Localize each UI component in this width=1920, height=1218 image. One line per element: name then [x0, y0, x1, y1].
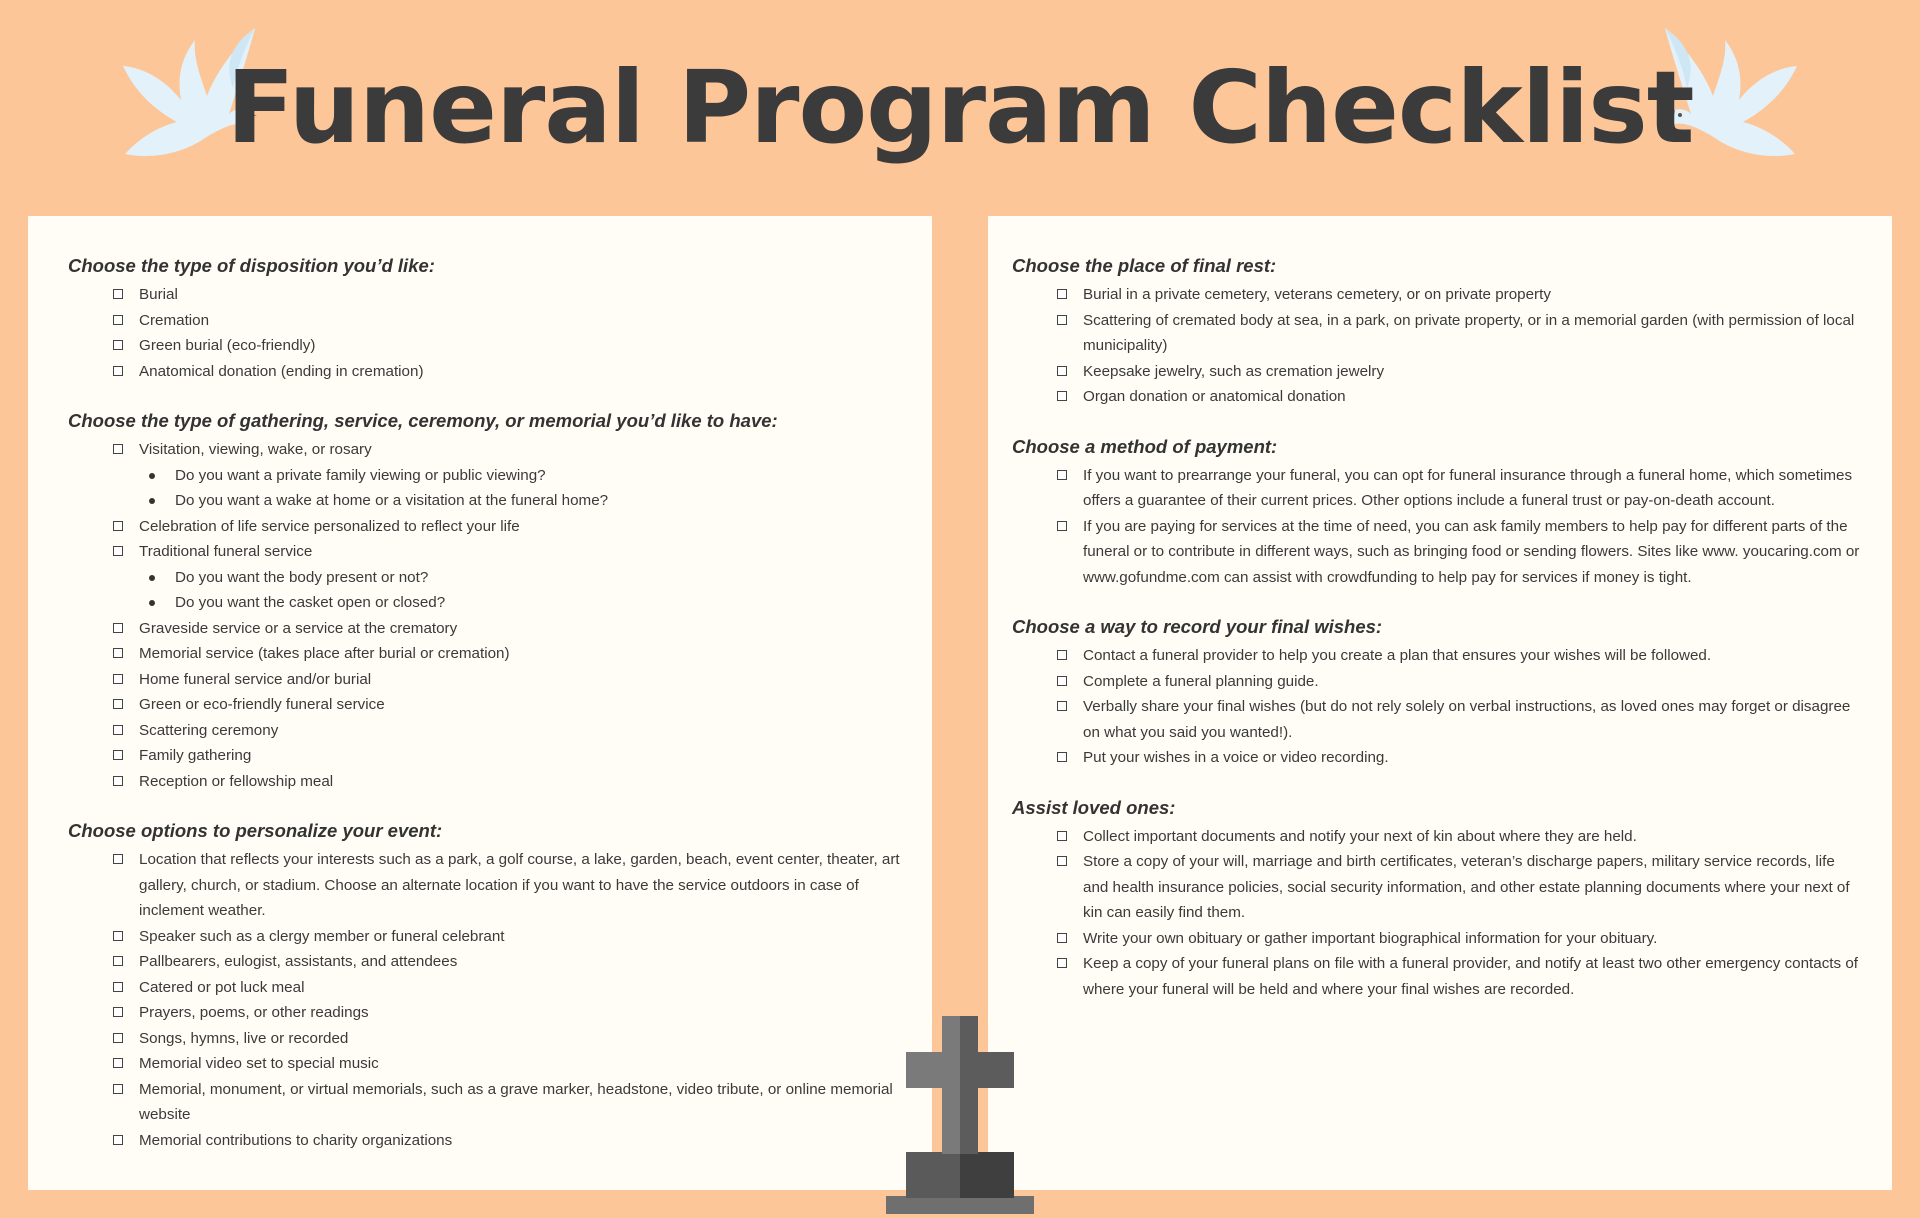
left-checklist-panel — [28, 216, 932, 1190]
checklist-item — [68, 1000, 912, 1026]
checkbox-empty-icon[interactable] — [113, 1007, 123, 1017]
checklist-item-label: Organ donation or anatomical donation — [1083, 388, 1346, 405]
bullet-dot-icon — [149, 498, 155, 504]
checklist — [1012, 643, 1862, 771]
checkbox-empty-icon[interactable] — [113, 648, 123, 658]
section-heading: Choose a way to record your final wishes: — [1012, 616, 1383, 637]
checkbox-empty-icon[interactable] — [113, 289, 123, 299]
section-heading: Choose the place of final rest: — [1012, 255, 1277, 276]
cross-gravestone-icon — [886, 1016, 1034, 1214]
checklist — [68, 282, 912, 384]
checklist-item-label: Keepsake jewelry, such as cremation jewelry — [1083, 362, 1385, 380]
section-heading: Choose the type of disposition you’d like: — [68, 255, 435, 276]
checklist-item — [68, 359, 912, 385]
checklist-item — [68, 308, 912, 334]
checklist-item — [68, 667, 912, 693]
checkbox-empty-icon[interactable] — [113, 1033, 123, 1043]
checklist-item-label: Songs, hymns, live or recorded — [139, 1029, 349, 1047]
sub-question-label: Do you want a private family viewing or public viewing? — [175, 466, 546, 484]
checklist-item-label: Collect important documents and notify your next of kin about where they are held. — [1083, 827, 1637, 845]
checkbox-empty-icon[interactable] — [113, 315, 123, 325]
checklist-item — [1012, 951, 1862, 1002]
checklist-item-label: Cremation — [139, 311, 210, 329]
checklist-item-label: Complete a funeral planning guide. — [1083, 672, 1319, 690]
page-title: Funeral Program Checklist — [226, 49, 1694, 166]
checklist-item-label: Burial in a private cemetery, veterans cemetery, or on private property — [1083, 286, 1551, 303]
checkbox-empty-icon[interactable] — [1057, 701, 1067, 711]
checklist-item — [1012, 643, 1862, 669]
checklist-item — [68, 539, 912, 565]
checklist — [1012, 463, 1862, 591]
right-checklist-panel — [988, 216, 1892, 1190]
checkbox-empty-icon[interactable] — [113, 1135, 123, 1145]
section-choose-the-type-of-disposition-you-d-lik — [68, 252, 912, 384]
checklist-item — [68, 641, 912, 667]
sub-question-label: Do you want a wake at home or a visitation at the funeral home? — [175, 492, 609, 509]
section-choose-options-to-personalize-your-event — [68, 817, 912, 1153]
checklist-item-label: Memorial service (takes place after burial or cremation) — [139, 645, 510, 662]
checklist-item — [68, 718, 912, 744]
checklist-item-label: Green or eco-friendly funeral service — [139, 696, 385, 713]
checklist-item — [68, 333, 912, 359]
checklist-item — [68, 692, 912, 718]
checklist-item — [1012, 694, 1862, 745]
checklist — [68, 437, 912, 794]
checklist-item-label: Keep a copy of your funeral plans on file with a funeral provider, and notify at least two other emergency contacts of where your funeral will be held and where your final wishes are recorded. — [1083, 955, 1859, 998]
checkbox-empty-icon[interactable] — [1057, 391, 1067, 401]
checklist-item — [1012, 463, 1862, 514]
checklist-item — [68, 847, 912, 924]
checklist-item — [68, 1026, 912, 1052]
checklist-item — [68, 975, 912, 1001]
checklist-item-label: Verbally share your final wishes (but do not rely solely on verbal instructions, as loved ones may forget or disagree on what you said you wanted!). — [1083, 698, 1851, 741]
checklist-item-label: Anatomical donation (ending in cremation) — [139, 362, 424, 380]
checklist-item — [68, 616, 912, 642]
checklist-item — [68, 437, 912, 463]
checklist-item — [68, 743, 912, 769]
checklist-item — [68, 282, 912, 308]
checkbox-empty-icon[interactable] — [113, 623, 123, 633]
checklist — [1012, 282, 1862, 410]
section-heading: Choose a method of payment: — [1012, 435, 1278, 457]
checklist-item-label: Contact a funeral provider to help you create a plan that ensures your wishes will be followed. — [1083, 647, 1712, 664]
checklist-item — [68, 949, 912, 975]
checkbox-empty-icon[interactable] — [113, 366, 123, 376]
sub-question-label: Do you want the casket open or closed? — [175, 594, 446, 611]
checklist-item — [68, 514, 912, 540]
checkbox-empty-icon[interactable] — [113, 674, 123, 684]
checkbox-empty-icon[interactable] — [113, 931, 123, 941]
checkbox-empty-icon[interactable] — [113, 699, 123, 709]
checklist-item-label: Pallbearers, eulogist, assistants, and attendees — [139, 953, 458, 970]
checkbox-empty-icon[interactable] — [113, 444, 123, 454]
checkbox-empty-icon[interactable] — [1057, 958, 1067, 968]
checklist-item — [1012, 669, 1862, 695]
checkbox-empty-icon[interactable] — [1057, 521, 1067, 531]
checkbox-empty-icon[interactable] — [1057, 676, 1067, 686]
checklist — [68, 847, 912, 1153]
checklist-item-label: Scattering of cremated body at sea, in a park, on private property, or in a memorial garden (with permission of local municipality) — [1083, 311, 1855, 354]
checklist-item — [68, 924, 912, 950]
checkbox-empty-icon[interactable] — [113, 776, 123, 786]
bullet-dot-icon — [149, 600, 155, 606]
checkbox-empty-icon[interactable] — [1057, 856, 1067, 866]
checklist-item — [68, 1128, 912, 1154]
section-heading: Choose the type of gathering, service, ceremony, or memorial you’d like to have: — [68, 410, 778, 431]
checklist-item-label: Green burial (eco-friendly) — [139, 337, 316, 354]
checkbox-empty-icon[interactable] — [1057, 933, 1067, 943]
checklist-item-label: Home funeral service and/or burial — [139, 670, 372, 688]
sub-question-label: Do you want the body present or not? — [175, 568, 429, 586]
checklist-item-label: If you want to prearrange your funeral, you can opt for funeral insurance through a funeral home, which sometimes offers a guarantee of their current prices. Other options include a funeral trust or pay-on-death account. — [1083, 466, 1853, 509]
checkbox-empty-icon[interactable] — [113, 340, 123, 350]
checklist-item-label: If you are paying for services at the time of need, you can ask family members to help pay for different parts of the funeral or to contribute in different ways, such as bringing food or sending flowers. Sites like www. youcaring.com or www.gofundme.com can assist with crowdfunding to help pay for services if money is tight. — [1083, 517, 1860, 586]
checkbox-empty-icon[interactable] — [1057, 366, 1067, 376]
checklist-item-label: Traditional funeral service — [139, 543, 313, 560]
section-choose-the-place-of-final-rest — [1012, 252, 1862, 410]
checkbox-empty-icon[interactable] — [113, 725, 123, 735]
bullet-dot-icon — [149, 473, 155, 479]
checklist-item-label: Reception or fellowship meal — [139, 772, 334, 790]
checkbox-empty-icon[interactable] — [1057, 831, 1067, 841]
checkbox-empty-icon[interactable] — [113, 1058, 123, 1068]
section-choose-a-way-to-record-your-final-wishes — [1012, 613, 1862, 771]
checklist-item — [1012, 308, 1862, 359]
checklist-item — [1012, 514, 1862, 591]
checkbox-empty-icon[interactable] — [1057, 470, 1067, 480]
checklist-item — [1012, 849, 1862, 926]
section-assist-loved-ones — [1012, 794, 1862, 1003]
checkbox-empty-icon[interactable] — [1057, 752, 1067, 762]
section-heading: Choose options to personalize your event: — [68, 820, 443, 841]
checklist-item-label: Burial — [139, 286, 178, 303]
checklist-item — [1012, 824, 1862, 850]
checkbox-empty-icon[interactable] — [113, 956, 123, 966]
checklist-item — [68, 1077, 912, 1128]
checklist-item-label: Visitation, viewing, wake, or rosary — [139, 441, 372, 458]
checklist-item-label: Store a copy of your will, marriage and birth certificates, veteran’s discharge papers, military service records, life and health insurance policies, social security information, and other estate planning documents where your next of kin can easily find them. — [1083, 853, 1850, 921]
checklist-item — [1012, 745, 1862, 771]
sub-question-item — [68, 488, 912, 514]
checklist-item-label: Speaker such as a clergy member or funeral celebrant — [139, 927, 505, 945]
checklist — [1012, 824, 1862, 1003]
checklist-item-label: Location that reflects your interests such as a park, a golf course, a lake, garden, beach, event center, theater, art gallery, church, or stadium. Choose an alternate location if you want to have the service outdoors in case of inclement weather. — [139, 851, 900, 919]
checkbox-empty-icon[interactable] — [113, 521, 123, 531]
sub-question-item — [68, 565, 912, 591]
checklist-item — [1012, 384, 1862, 410]
checklist-item-label: Memorial contributions to charity organizations — [139, 1131, 453, 1149]
checklist-item-label: Graveside service or a service at the crematory — [139, 619, 458, 637]
section-choose-a-method-of-payment — [1012, 433, 1862, 591]
checklist-item-label: Put your wishes in a voice or video recording. — [1083, 749, 1389, 766]
section-heading: Assist loved ones: — [1012, 796, 1176, 818]
checkbox-empty-icon[interactable] — [113, 546, 123, 556]
checklist-item — [68, 1051, 912, 1077]
checklist-item-label: Memorial video set to special music — [139, 1055, 379, 1072]
checkbox-empty-icon[interactable] — [113, 854, 123, 864]
section-choose-the-type-of-gathering-service-cer — [68, 407, 912, 794]
checklist-item — [1012, 359, 1862, 385]
sub-question-item — [68, 590, 912, 616]
checkbox-empty-icon[interactable] — [113, 982, 123, 992]
checkbox-empty-icon[interactable] — [1057, 289, 1067, 299]
checklist-item-label: Celebration of life service personalized to reflect your life — [139, 517, 520, 535]
checklist-item-label: Memorial, monument, or virtual memorials, such as a grave marker, headstone, video tribute, or online memorial website — [139, 1080, 893, 1123]
checklist-item — [1012, 926, 1862, 952]
checklist-item — [68, 769, 912, 795]
sub-question-item — [68, 463, 912, 489]
checklist-item-label: Catered or pot luck meal — [139, 978, 305, 996]
checklist-item-label: Write your own obituary or gather important biographical information for your obituary. — [1083, 929, 1658, 947]
checkbox-empty-icon[interactable] — [1057, 650, 1067, 660]
checklist-item-label: Scattering ceremony — [139, 721, 279, 739]
checklist-item-label: Family gathering — [139, 747, 252, 764]
checkbox-empty-icon[interactable] — [1057, 315, 1067, 325]
bullet-dot-icon — [149, 575, 155, 581]
checkbox-empty-icon[interactable] — [113, 750, 123, 760]
checklist-item-label: Prayers, poems, or other readings — [139, 1004, 369, 1021]
checklist-item — [1012, 282, 1862, 308]
checkbox-empty-icon[interactable] — [113, 1084, 123, 1094]
